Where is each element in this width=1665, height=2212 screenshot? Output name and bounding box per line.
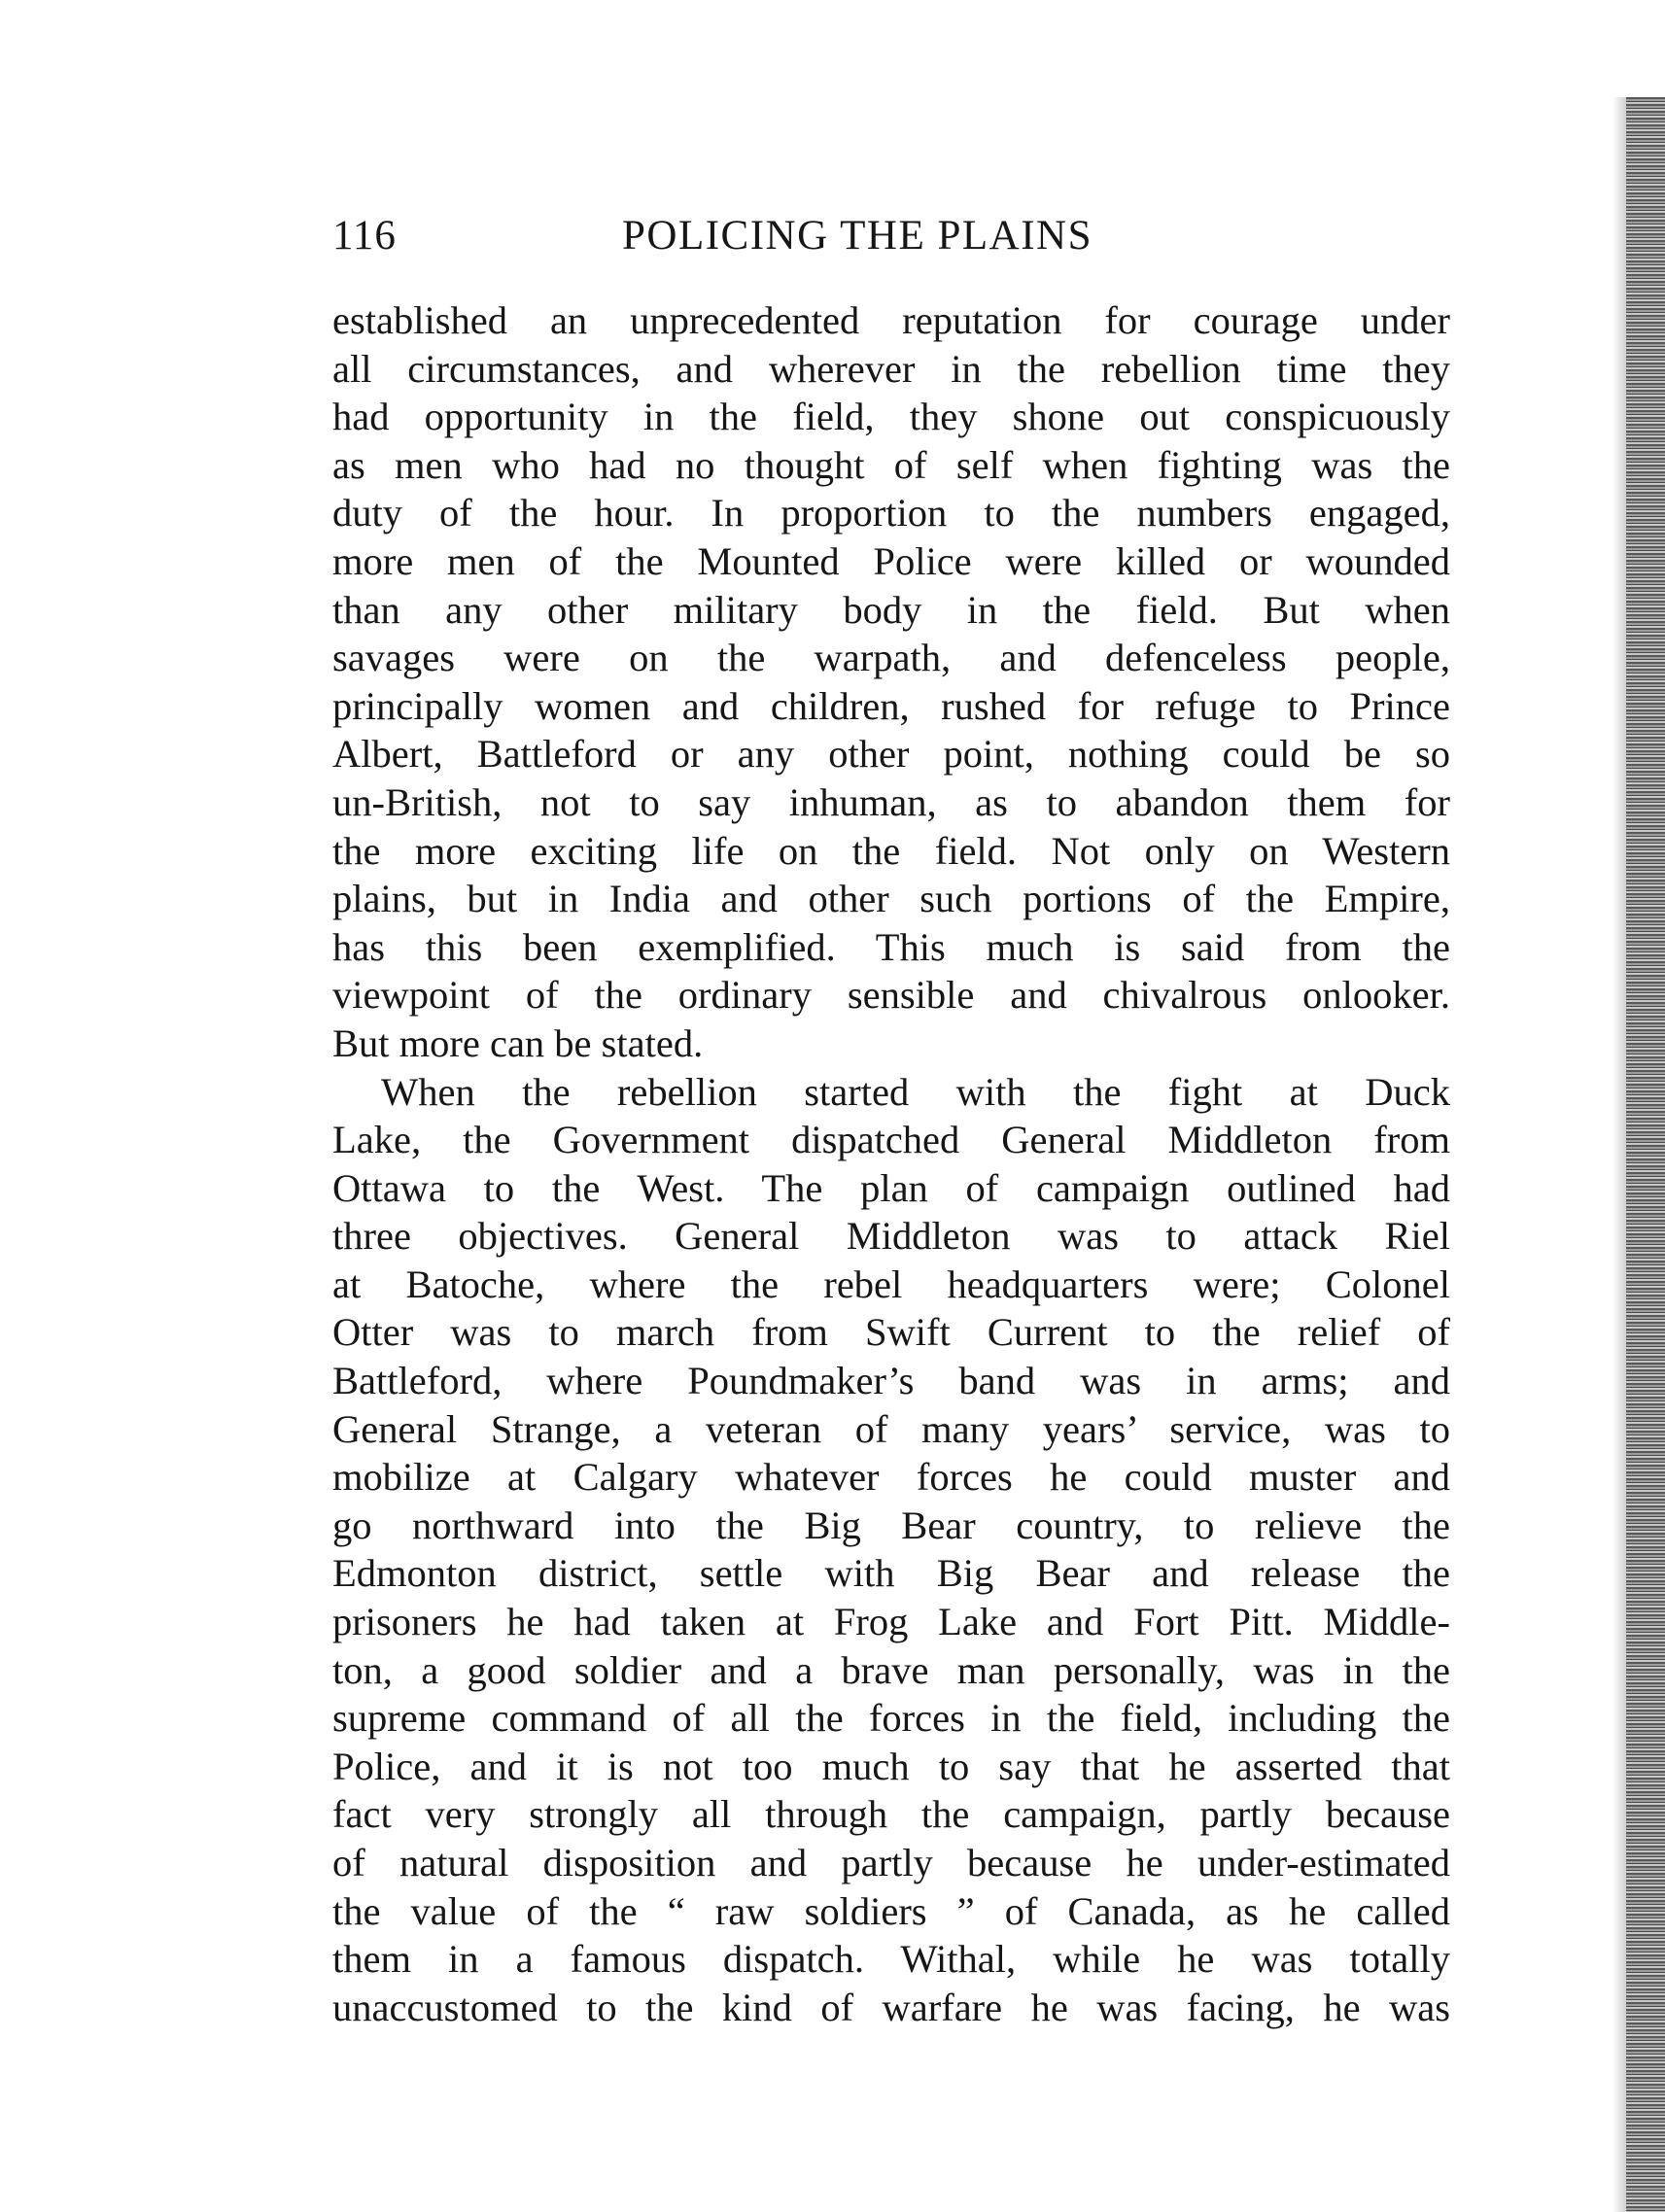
paragraph-2 — [332, 1068, 1450, 2032]
text-line: un-British, not to say inhuman, as to abandon them for — [332, 779, 1450, 824]
text-line: the more exciting life on the field. Not only on Western — [332, 828, 1450, 873]
text-line: Lake, the Government dispatched General Middleton from — [332, 1118, 1450, 1162]
text-line: ton, a good soldier and a brave man personally, was in the — [332, 1647, 1450, 1692]
text-line: more men of the Mounted Police were killed or wounded — [332, 538, 1450, 583]
text-line: Otter was to march from Swift Current to the relief of — [332, 1310, 1450, 1355]
text-line: fact very strongly all through the campaign, partly because — [332, 1792, 1450, 1837]
page-number: 116 — [332, 213, 397, 259]
text-line: had opportunity in the field, they shone out conspicuously — [332, 395, 1450, 439]
running-title: POLICING THE PLAINS — [622, 213, 1093, 259]
text-line: Ottawa to the West. The plan of campaign outlined had — [332, 1165, 1450, 1210]
page-edge — [1626, 97, 1665, 2212]
text-line: of natural disposition and partly because he under-estimated — [332, 1841, 1450, 1884]
body-text — [332, 296, 1450, 2031]
text-line: principally women and children, rushed for refuge to Prince — [332, 683, 1450, 728]
text-line: Albert, Battleford or any other point, nothing could be so — [332, 732, 1450, 777]
text-line: than any other military body in the field. But when — [332, 587, 1450, 632]
text-line: prisoners he had taken at Frog Lake and Fort Pitt. Middle- — [332, 1600, 1450, 1644]
text-line: But more can be stated. — [332, 1020, 704, 1065]
text-line: all circumstances, and wherever in the rebellion time they — [332, 346, 1450, 391]
text-line: Battleford, where Poundmaker’s band was in arms; and — [332, 1359, 1450, 1403]
text-line: go northward into the Big Bear country, to relieve the — [332, 1503, 1450, 1547]
text-line: plains, but in India and other such portions of the Empire, — [332, 877, 1450, 921]
text-line: established an unprecedented reputation for courage under — [332, 298, 1450, 342]
text-line: viewpoint of the ordinary sensible and chivalrous onlooker. — [332, 973, 1450, 1018]
text-line: at Batoche, where the rebel headquarters were; Colonel — [332, 1262, 1450, 1306]
paragraph-1 — [332, 296, 1450, 1068]
text-line: savages were on the warpath, and defenceless people, — [332, 636, 1450, 680]
text-line: duty of the hour. In proportion to the numbers engaged, — [332, 491, 1450, 536]
text-line: them in a famous dispatch. Withal, while he was totally — [332, 1937, 1450, 1982]
text-line: has this been exemplified. This much is said from the — [332, 924, 1450, 969]
text-line: When the rebellion started with the fight at Duck — [381, 1069, 1450, 1114]
text-line: three objectives. General Middleton was to attack Riel — [332, 1214, 1450, 1259]
text-line: Police, and it is not too much to say that he asserted that — [332, 1744, 1450, 1788]
text-line: General Strange, a veteran of many years’ service, was to — [332, 1406, 1450, 1451]
text-line: supreme command of all the forces in the field, including the — [332, 1696, 1450, 1741]
text-line: mobilize at Calgary whatever forces he could muster and — [332, 1455, 1450, 1500]
text-line: Edmonton district, settle with Big Bear and release the — [332, 1551, 1450, 1596]
page-edge-shadow — [1613, 97, 1626, 2212]
text-line: unaccustomed to the kind of warfare he was facing, he was — [332, 1985, 1450, 2029]
text-line: as men who had no thought of self when fighting was the — [332, 442, 1450, 487]
text-line: the value of the “ raw soldiers ” of Canada, as he called — [332, 1888, 1450, 1933]
page-header — [332, 212, 1450, 270]
